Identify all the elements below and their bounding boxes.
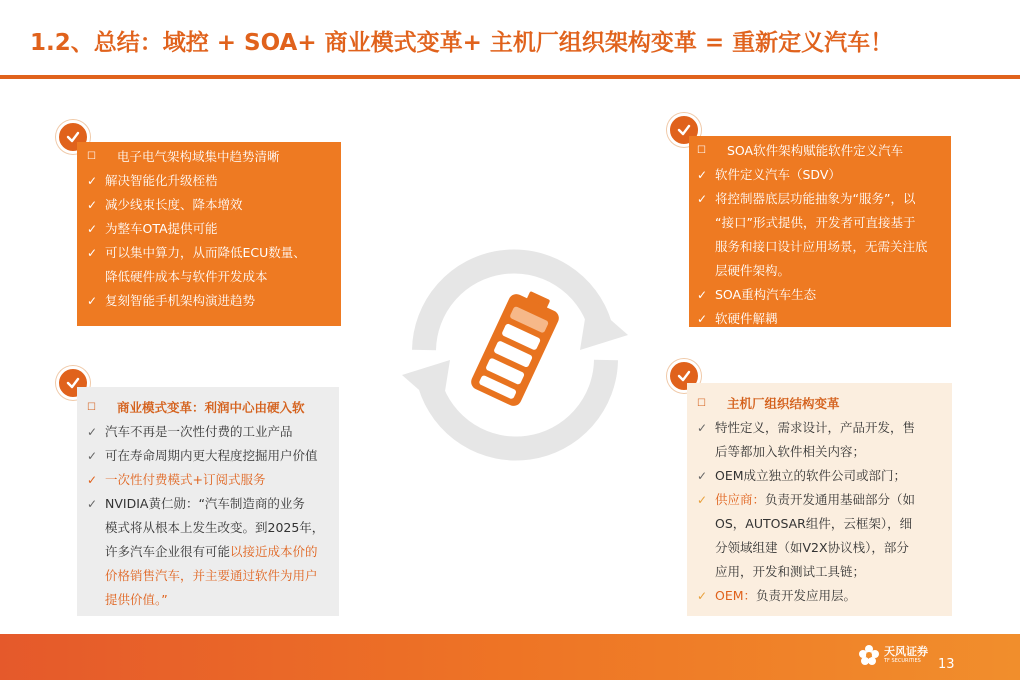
checkmark-icon: ✓	[87, 174, 98, 188]
checkmark-icon: ✓	[87, 222, 98, 236]
title-divider	[0, 75, 1020, 79]
box-item-highlight: 一次性付费模式+订阅式服务	[105, 472, 266, 487]
battery-refresh-icon	[370, 230, 660, 480]
box-item-continuation: 模式将从根本上发生改变。到2025年，	[105, 520, 325, 535]
flower-logo-icon	[858, 644, 880, 666]
box-heading: 商业模式变革：利润中心由硬入软	[117, 400, 305, 415]
quote-text: 许多汽车企业很有可能	[105, 544, 231, 559]
box-item: 汽车不再是一次性付费的工业产品	[105, 424, 293, 439]
checkmark-icon: ✓	[697, 168, 708, 182]
quote-highlight: 以接近成本价的	[230, 544, 318, 559]
checkmark-icon: ✓	[697, 589, 708, 603]
box-item-continuation: 后等都加入软件相关内容；	[715, 444, 866, 459]
box-item-continuation: 应用，开发和测试工具链；	[715, 564, 866, 579]
square-bullet-icon: ☐	[87, 151, 96, 162]
checkmark-icon: ✓	[697, 312, 708, 326]
ee-architecture-box	[77, 142, 341, 326]
box-item-continuation: 服务和接口设计应用场景，无需关注底	[715, 239, 928, 254]
quote-highlight: 提供价值。”	[105, 592, 168, 607]
box-item: 负责开发应用层。	[756, 588, 857, 603]
item-label-highlight: OEM：	[715, 588, 757, 603]
box-item-continuation: 分领域组建（如V2X协议栈），部分	[715, 540, 909, 555]
box-heading: 主机厂组织结构变革	[727, 396, 840, 411]
quote-highlight: 价格销售汽车，并主要通过软件为用户	[105, 568, 318, 583]
box-item: SOA重构汽车生态	[715, 287, 817, 302]
brand-logo	[858, 644, 928, 666]
box-item: OEM成立独立的软件公司或部门；	[715, 468, 907, 483]
box-heading: 电子电气架构域集中趋势清晰	[117, 149, 280, 164]
checkmark-icon: ✓	[87, 473, 98, 487]
checkmark-icon: ✓	[697, 192, 708, 206]
checkmark-icon: ✓	[697, 493, 708, 507]
checkmark-icon: ✓	[697, 469, 708, 483]
checkmark-icon: ✓	[87, 198, 98, 212]
checkmark-icon: ✓	[87, 497, 98, 511]
box-item: 解决智能化升级桎梏	[105, 173, 218, 188]
box-item: 负责开发通用基础部分（如	[765, 492, 916, 507]
checkmark-icon: ✓	[697, 288, 708, 302]
box-item: 将控制器底层功能抽象为“服务”，以	[715, 191, 916, 206]
brand-name: 天风证券	[884, 644, 928, 658]
item-label-highlight: 供应商：	[715, 492, 766, 507]
checkmark-icon: ✓	[87, 425, 98, 439]
box-item-continuation: “接口”形式提供，开发者可直接基于	[715, 215, 916, 230]
box-item: 复刻智能手机架构演进趋势	[105, 293, 256, 308]
page-number: 13	[938, 657, 955, 672]
box-item: 可以集中算力，从而降低ECU数量、	[105, 245, 306, 260]
box-item: 软件定义汽车（SDV）	[715, 167, 841, 182]
soa-architecture-box	[689, 136, 951, 327]
box-item: 为整车OTA提供可能	[105, 221, 218, 236]
square-bullet-icon: ☐	[697, 398, 706, 409]
box-item-continuation: OS，AUTOSAR组件，云框架），细	[715, 516, 913, 531]
checkmark-icon: ✓	[697, 421, 708, 435]
box-item: NVIDIA黄仁勋：“汽车制造商的业务	[105, 496, 305, 511]
box-item: 软硬件解耦	[715, 311, 778, 326]
checkmark-icon: ✓	[87, 246, 98, 260]
box-item: 可在寿命周期内更大程度挖掘用户价值	[105, 448, 318, 463]
box-item-continuation	[87, 540, 339, 564]
box-item: 特性定义，需求设计，产品开发，售	[715, 420, 916, 435]
oem-organization-box	[687, 383, 952, 616]
page-title: 1.2、总结：域控 + SOA+ 商业模式变革+ 主机厂组织架构变革 = 重新定义汽车！	[30, 30, 894, 56]
brand-subtitle: TF SECURITIES	[884, 657, 921, 664]
box-heading: SOA软件架构赋能软件定义汽车	[727, 143, 904, 158]
checkmark-icon: ✓	[87, 449, 98, 463]
business-model-box	[77, 387, 339, 616]
checkmark-icon: ✓	[87, 294, 98, 308]
square-bullet-icon: ☐	[697, 145, 706, 156]
box-item-continuation: 层硬件架构。	[715, 263, 791, 278]
box-item: 减少线束长度、降本增效	[105, 197, 243, 212]
square-bullet-icon: ☐	[87, 402, 96, 413]
box-item-continuation: 降低硬件成本与软件开发成本	[105, 269, 268, 284]
